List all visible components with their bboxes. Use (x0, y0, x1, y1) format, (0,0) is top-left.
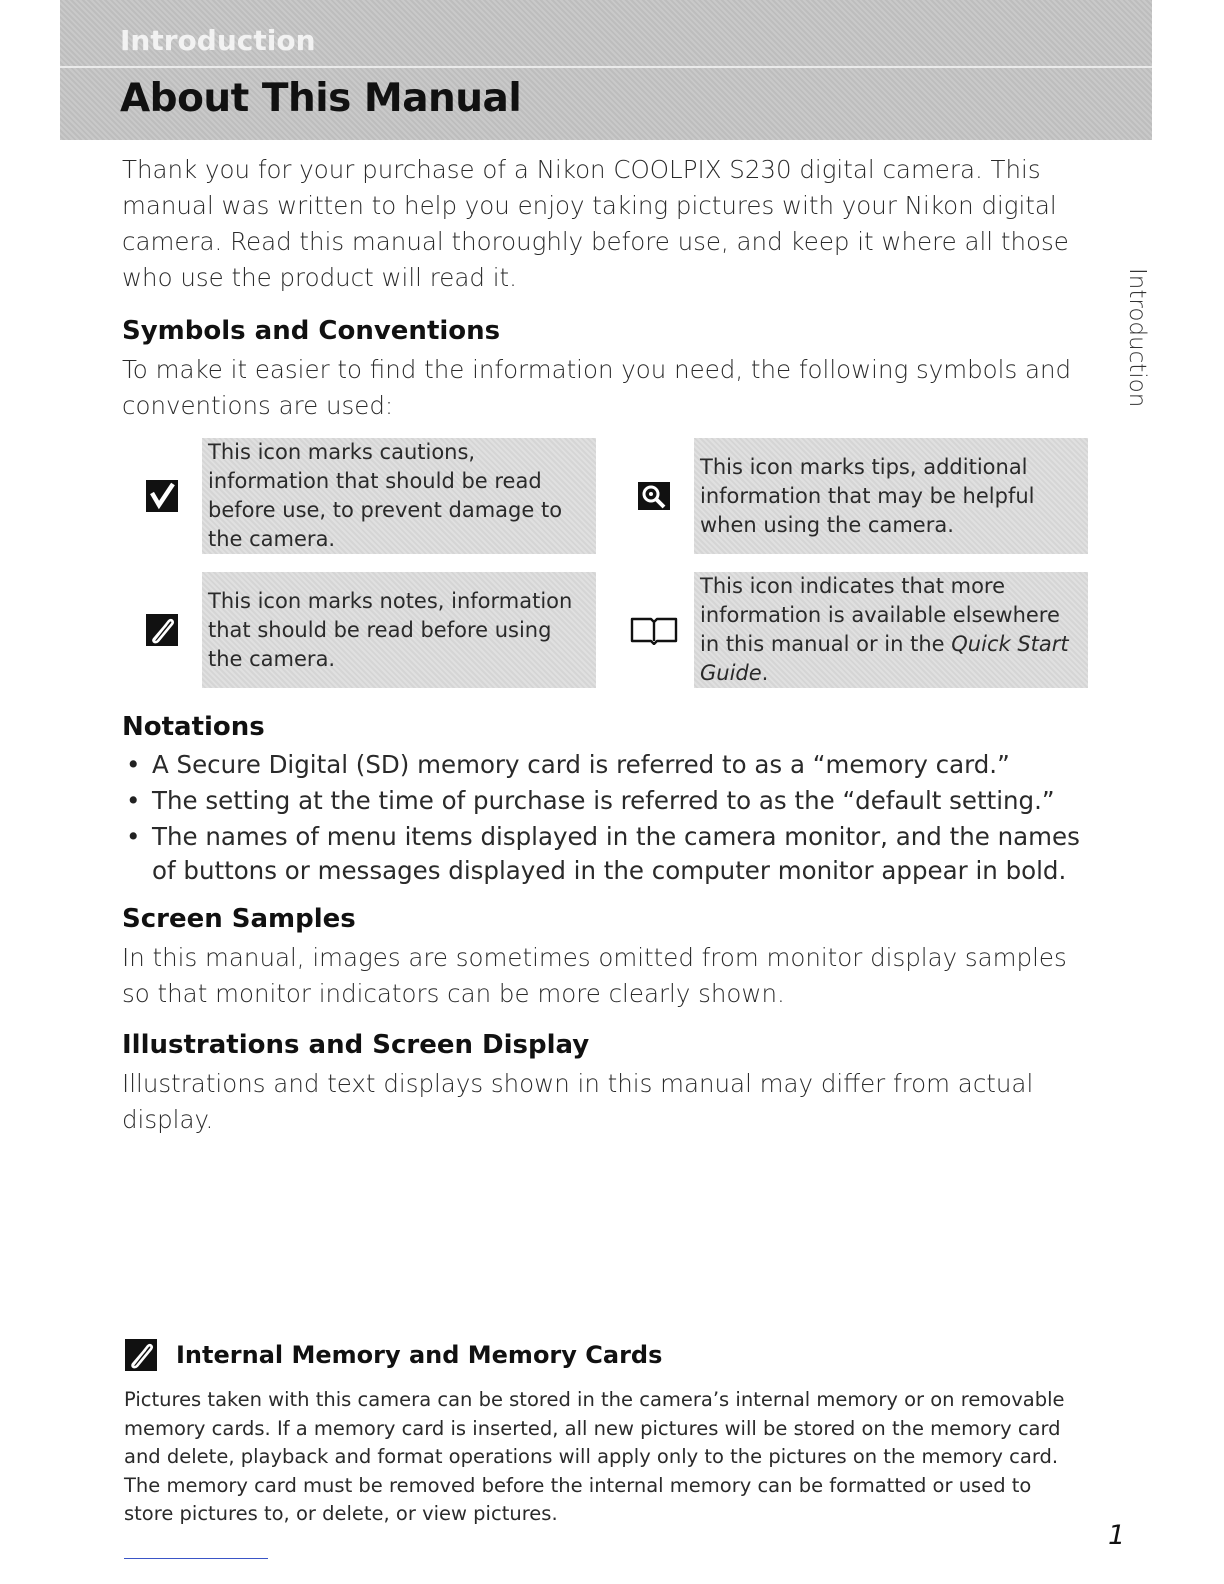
symbols-intro: To make it easier to find the information you need, the following symbols and conventions are used: (122, 355, 1072, 420)
memory-note-text: Pictures taken with this camera can be stored in the camera’s internal memory or on removable memory cards. If a memory card is inserted, all new pictures will be stored on the memory card and delete, playback and format operations will apply only to the pictures on the memory card. The memory card must be removed before the internal memory can be formatted or used to store pictures to, or delete, or view pictures. (124, 1388, 1065, 1525)
notations-heading: Notations (122, 712, 265, 742)
header-divider (60, 66, 1152, 68)
tip-box (614, 438, 1088, 554)
list-item: • The names of menu items displayed in the camera monitor, and the names of buttons or messages displayed in the computer monitor appear in bold. (122, 820, 1092, 888)
notations-list (122, 748, 1092, 888)
intro-paragraph: Thank you for your purchase of a Nikon COOLPIX S230 digital camera. This manual was written to help you enjoy taking pictures with your Nikon digital camera. Read this manual thoroughly before use, and keep it where all those who use the product will read it. (122, 155, 1069, 292)
note-icon (124, 1338, 158, 1372)
main-content (122, 152, 1092, 424)
notations-section (122, 712, 1092, 1138)
caution-icon (145, 479, 179, 513)
tip-description: This icon marks tips, additional information that may be helpful when using the camera. (700, 454, 1035, 537)
list-item: • The setting at the time of purchase is referred to as the “default setting.” (122, 784, 1092, 818)
note-box (122, 572, 596, 688)
reference-description: This icon indicates that more information is available elsewhere in this manual or in the Quick Start Guide. (700, 574, 1069, 685)
footnote-rule (124, 1558, 268, 1559)
note-icon (145, 613, 179, 647)
caution-box (122, 438, 596, 554)
screen-samples-text: In this manual, images are sometimes omitted from monitor display samples so that monitor indicators can be more clearly shown. (122, 943, 1067, 1008)
side-tab-introduction[interactable]: Introduction (1124, 268, 1150, 408)
reference-box (614, 572, 1088, 688)
page-number: 1 (1108, 1520, 1126, 1551)
quick-start-guide-title: Quick Start Guide (700, 632, 1069, 685)
book-icon (630, 615, 678, 645)
section-label: Introduction (120, 24, 316, 57)
page-title: About This Manual (120, 76, 522, 121)
tip-icon (637, 481, 671, 511)
screen-samples-heading: Screen Samples (122, 904, 356, 934)
caution-description: This icon marks cautions, information that should be read before use, to prevent damage to the camera. (208, 440, 563, 551)
memory-note-title: Internal Memory and Memory Cards (176, 1341, 663, 1369)
note-description: This icon marks notes, information that should be read before using the camera. (208, 588, 573, 671)
list-item: • A Secure Digital (SD) memory card is referred to as a “memory card.” (122, 748, 1092, 782)
symbols-heading: Symbols and Conventions (122, 316, 501, 346)
illustrations-heading: Illustrations and Screen Display (122, 1030, 590, 1060)
illustrations-text: Illustrations and text displays shown in this manual may differ from actual display. (122, 1069, 1034, 1134)
memory-note-heading (124, 1338, 662, 1372)
